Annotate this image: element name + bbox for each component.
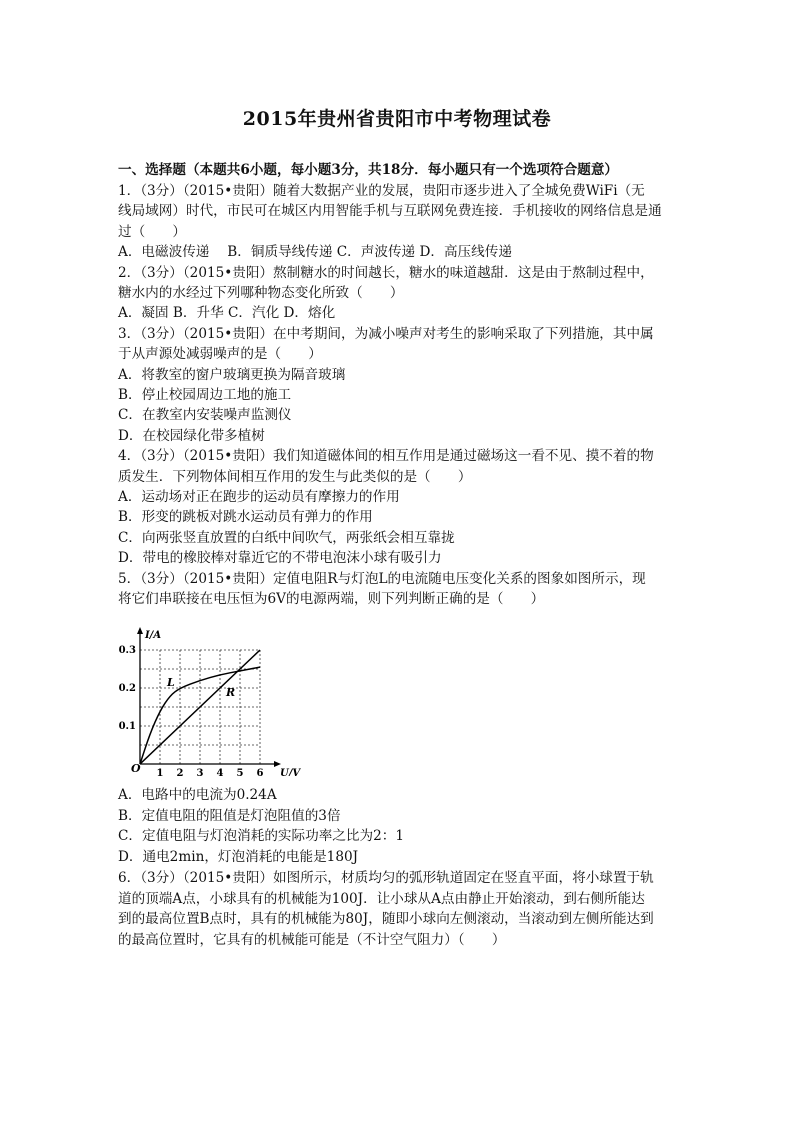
text-line: 过（ ） <box>118 223 186 240</box>
text-line: D．带电的橡胶棒对靠近它的不带电泡沫小球有吸引力 <box>118 550 442 567</box>
series-label-R: R <box>226 686 236 699</box>
x-tick-label: 1 <box>156 768 164 776</box>
iv-chart <box>112 624 312 776</box>
text-line: 3．（3分）（2015•贵阳）在中考期间，为减小噪声对考生的影响采取了下列措施，其中属 <box>118 325 654 342</box>
page-title: 2015年贵州省贵阳市中考物理试卷 <box>242 108 552 130</box>
text-line: 1．（3分）（2015•贵阳）随着大数据产业的发展，贵阳市逐步进入了全城免费WiFi（无 <box>118 183 645 199</box>
origin-label: O <box>131 762 141 775</box>
text-line: A．将教室的窗户玻璃更换为隔音玻璃 <box>118 366 346 383</box>
y-tick-label: 0.1 <box>118 721 136 732</box>
text-line: 5．（3分）（2015•贵阳）定值电阻R与灯泡L的电流随电压变化关系的图象如图所示，现 <box>118 570 646 587</box>
text-line: 道的顶端A点，小球具有的机械能为100J．让小球从A点由静止开始滚动，到右侧所能达 <box>118 890 645 907</box>
text-line: 于从声源处减弱噪声的是（ ） <box>118 346 322 363</box>
text-line: A．凝固 B．升华 C．汽化 D．熔化 <box>118 305 336 322</box>
x-axis-label: U/V <box>280 768 301 776</box>
text-line: 2．（3分）（2015•贵阳）熬制糖水的时间越长，糖水的味道越甜．这是由于熬制过程中， <box>118 264 654 281</box>
x-tick-label: 5 <box>236 768 244 776</box>
y-tick-label: 0.3 <box>118 645 136 656</box>
x-axis-arrow <box>274 761 281 767</box>
text-line: B．定值电阻的阻值是灯泡阻值的3倍 <box>118 807 341 824</box>
x-tick-label: 3 <box>196 768 204 776</box>
text-line: 糖水内的水经过下列哪种物态变化所致（ ） <box>118 285 404 301</box>
text-line: 6．（3分）（2015•贵阳）如图所示，材质均匀的弧形轨道固定在竖直平面，将小球置于轨 <box>118 869 654 886</box>
text-line: D．通电2min，灯泡消耗的电能是180J <box>118 849 359 866</box>
text-line: 将它们串联接在电压恒为6V的电源两端，则下列判断正确的是（ ） <box>118 591 545 607</box>
section-heading: 一、选择题（本题共6小题，每小题3分，共18分．每小题只有一个选项符合题意） <box>118 162 619 178</box>
y-tick-label: 0.2 <box>118 683 136 694</box>
text-line: D．在校园绿化带多植树 <box>118 427 265 444</box>
series-label-L: L <box>167 676 175 689</box>
text-line: A．电路中的电流为0.24A <box>118 787 277 803</box>
text-line: 线局域网）时代，市民可在城区内用智能手机与互联网免费连接．手机接收的网络信息是通 <box>118 203 662 220</box>
text-line: A．运动场对正在跑步的运动员有摩擦力的作用 <box>118 489 400 505</box>
text-line: C．定值电阻与灯泡消耗的实际功率之比为2：1 <box>118 828 404 845</box>
y-axis-arrow <box>137 627 143 634</box>
x-tick-label: 4 <box>216 768 224 776</box>
text-line: C．向两张竖直放置的白纸中间吹气，两张纸会相互靠拢 <box>118 529 455 546</box>
text-line: B．形变的跳板对跳水运动员有弹力的作用 <box>118 509 373 526</box>
text-line: 质发生．下列物体间相互作用的发生与此类似的是（ ） <box>118 468 472 485</box>
text-line: B．停止校园周边工地的施工 <box>118 387 292 403</box>
text-line: 到的最高位置B点时，具有的机械能为80J，随即小球向左侧滚动，当滚动到左侧所能达到 <box>118 911 654 928</box>
text-line: C．在教室内安装噪声监测仪 <box>118 407 292 424</box>
text-line: 4．（3分）（2015•贵阳）我们知道磁体间的相互作用是通过磁场这一看不见、摸不着的物 <box>118 448 654 465</box>
text-line: A．电磁波传递 B．铜质导线传递 C．声波传递 D．高压线传递 <box>118 244 512 261</box>
text-line: 的最高位置时，它具有的机械能可能是（不计空气阻力）（ ） <box>118 931 506 948</box>
y-axis-label: I/A <box>145 630 162 641</box>
x-tick-label: 6 <box>256 768 264 776</box>
x-tick-label: 2 <box>176 768 184 776</box>
